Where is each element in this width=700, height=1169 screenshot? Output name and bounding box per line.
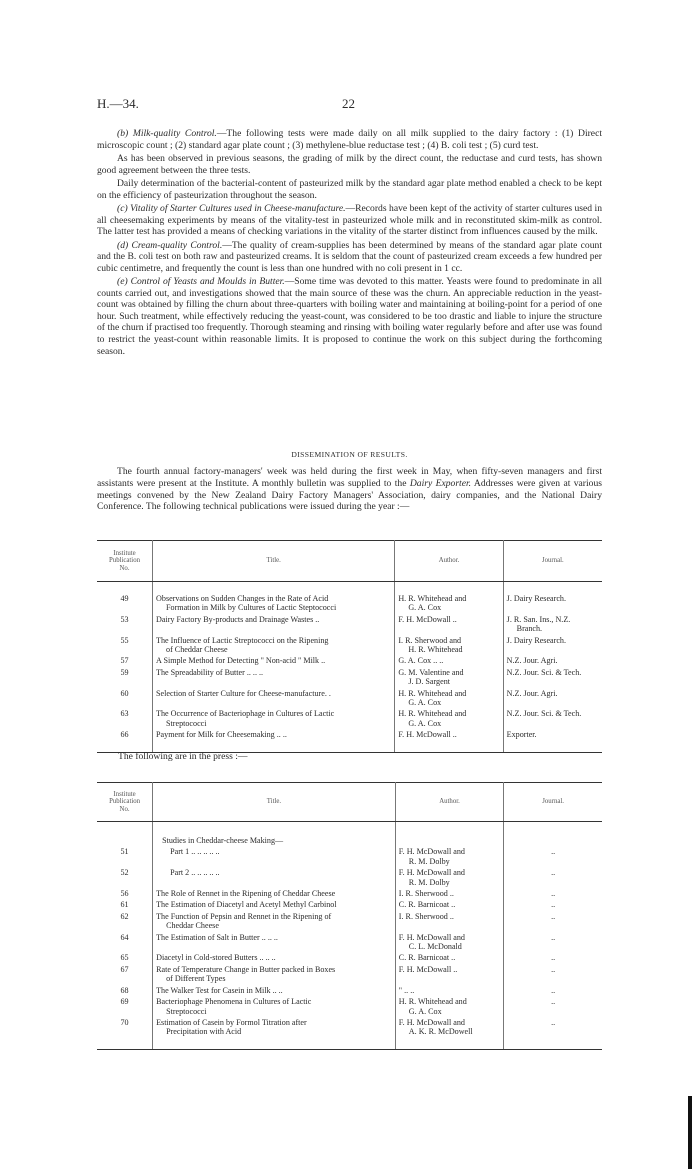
page-number: 22 (342, 96, 355, 111)
publication-title: Diacetyl in Cold-stored Butters .. .. .. (156, 953, 276, 963)
publication-title-continued: of Different Types (166, 974, 226, 984)
publication-journal: N.Z. Jour. Sci. & Tech. (506, 667, 582, 677)
publication-title: Observations on Sudden Changes in the Rate of Acid (156, 594, 329, 603)
publication-number: 68 (120, 985, 129, 995)
paragraph-text: Daily determination of the bacterial-content of pasteurized milk by the standard agar plate method enabled a check to be kept on the efficiency of pasteurization throughout the season. (97, 177, 602, 201)
publication-number: 49 (120, 594, 129, 603)
publication-title-continued: Cheddar Cheese (166, 921, 219, 931)
publication-number: 63 (120, 709, 129, 719)
table-row (97, 847, 602, 868)
paragraph-grading (97, 153, 602, 176)
publication-author-continued: H. R. Whitehead (408, 645, 463, 655)
publication-author-continued: G. A. Cox (408, 603, 442, 613)
scan-edge-mark (688, 1096, 692, 1169)
publication-journal: .. (551, 911, 556, 921)
publication-journal: N.Z. Jour. Agri. (506, 688, 558, 698)
paragraph-text: —The following tests were made daily on all milk supplied to the dairy factory : (1) Direct microscopic count ; (2) standard agar plate count ; (3) methylene-blue reductase test ; (4) B. coli test ; (5) curd test. (97, 128, 602, 151)
publication-title-continued: Streptococci (166, 718, 207, 728)
table-row (97, 900, 602, 911)
paragraph-cream-quality (97, 240, 602, 275)
publication-title: Part 1 .. .. .. .. .. (170, 847, 220, 857)
publication-author: G. A. Cox .. .. (398, 656, 444, 666)
column-header-number: Institute Publication No. (97, 783, 153, 822)
table-header-row (97, 541, 602, 582)
table-row (97, 1018, 602, 1049)
publication-author: H. R. Whitehead and (398, 709, 467, 719)
publication-author: F. H. McDowall and (398, 868, 465, 878)
in-press-table (97, 782, 602, 1050)
publication-title-continued: Precipitation with Acid (166, 1027, 242, 1037)
publication-author: C. R. Barnicoat .. (398, 900, 456, 910)
publication-number: 66 (120, 730, 129, 740)
publication-author-continued: R. M. Dolby (408, 877, 450, 887)
publication-title: The Function of Pepsin and Rennet in the Ripening of (156, 911, 332, 921)
publication-journal: .. (551, 932, 556, 942)
section-heading: DISSEMINATION OF RESULTS. (291, 450, 408, 459)
table-row (97, 997, 602, 1018)
publication-journal: .. (551, 997, 556, 1007)
publication-author: H. R. Whitehead and (398, 688, 467, 698)
publication-number: 51 (120, 847, 129, 857)
publication-title: Estimation of Casein by Formol Titration after (156, 1017, 307, 1027)
column-header-journal: Journal. (504, 783, 602, 822)
table-row (97, 822, 602, 848)
table-row (97, 689, 602, 710)
table-row (97, 933, 602, 954)
publication-journal: .. (551, 847, 556, 857)
publication-author-continued: A. K. R. McDowell (408, 1027, 473, 1037)
publication-journal: .. (551, 964, 556, 974)
publication-journal: .. (551, 953, 556, 963)
publication-title: Selection of Starter Culture for Cheese-manufacture. . (156, 688, 331, 698)
publication-journal: J. R. San. Ins., N.Z. (506, 614, 571, 624)
paragraph-yeasts-moulds (97, 276, 602, 357)
document-reference: H.—34. (97, 96, 139, 111)
publication-author-continued: C. L. McDonald (408, 942, 462, 952)
publication-title: The Spreadability of Butter .. .. .. (156, 667, 264, 677)
paragraph-text: As has been observed in previous seasons, the grading of milk by the direct count, the reductase and curd tests, has shown good agreement between the three tests. (97, 152, 602, 176)
table-row (97, 668, 602, 689)
publication-journal: Exporter. (506, 730, 537, 740)
publication-number: 62 (120, 911, 129, 921)
page-header (97, 96, 602, 112)
table-row (97, 730, 602, 752)
paragraph-text: —Some time was devoted to this matter. Yeasts were found to predominate in all counts carried out, and investigations showed that the main source of these was the churn. An appreciable reduction in the yeast-count was obtained by filling the churn about three-quarters with boiling water and maintaining at boiling-point for a period of one hour. Such treatment, while effectively reducing the yeast-count, was considered to be too drastic and liable to injure the structure of the churn if practised too frequently. Thorough steaming and rinsing with boiling water regularly before and after use was found to restrict the yeast-count within reasonable limits. It is proposed to continue the work on this subject during the forthcoming season. (97, 276, 602, 357)
table-row (97, 615, 602, 636)
publication-number: 59 (120, 667, 129, 677)
publication-number: 67 (120, 964, 129, 974)
table-header-row (97, 783, 602, 822)
publication-journal: .. (551, 868, 556, 878)
publication-title: Part 2 .. .. .. .. .. (170, 868, 220, 878)
publication-title: The Occurrence of Bacteriophage in Cultures of Lactic (156, 709, 335, 719)
publication-author: F. H. McDowall .. (398, 964, 458, 974)
table-row (97, 889, 602, 900)
column-header-title: Title. (153, 541, 395, 582)
intro-paragraph: The fourth annual factory-managers' week was held during the first week in May, when fifty-seven managers and first assistants were present at the Institute. A monthly bulletin was supplied to the Dairy Exporter. Addresses were given at various meetings convened by the New Zealand Dairy Factory Managers' Association, dairy companies, and the National Dairy Conference. The following technical publications were issued during the year :— (97, 466, 602, 513)
publication-title: The Estimation of Diacetyl and Acetyl Methyl Carbinol (156, 900, 337, 910)
body-text (97, 128, 602, 359)
publication-title-continued: Streptococci (166, 1006, 207, 1016)
paragraph-label: (d) Cream-quality Control. (117, 239, 223, 251)
publication-title: The Estimation of Salt in Butter .. .. .. (156, 932, 278, 942)
publication-author-continued: J. D. Sargent (408, 677, 450, 687)
column-header-number: Institute Publication No. (97, 541, 153, 582)
publication-journal: J. Dairy Research. (506, 635, 567, 645)
table-row (97, 868, 602, 889)
table-row (97, 986, 602, 997)
publication-number: 55 (120, 635, 129, 645)
paragraph-label: (c) Vitality of Starter Cultures used in Cheese-manufacture. (117, 202, 346, 214)
publication-author: F. H. McDowall and (398, 847, 465, 857)
series-heading: Studies in Cheddar-cheese Making— (162, 836, 284, 845)
publication-author-continued: G. A. Cox (408, 1006, 442, 1016)
publication-number: 70 (120, 1017, 129, 1027)
column-header-journal: Journal. (503, 541, 602, 582)
publication-author-continued: R. M. Dolby (408, 856, 450, 866)
table-row (97, 656, 602, 667)
publication-title: Payment for Milk for Cheesemaking .. .. (156, 730, 287, 740)
table-row (97, 636, 602, 657)
table-row (97, 912, 602, 933)
journal-name: Dairy Exporter. (409, 477, 472, 489)
publication-author: H. R. Whitehead and (398, 997, 467, 1007)
publication-author: F. H. McDowall .. (398, 614, 457, 624)
publication-journal: .. (551, 900, 556, 910)
publication-author-continued: G. A. Cox (408, 698, 442, 708)
publication-title: A Simple Method for Detecting " Non-acid " Milk .. (156, 656, 326, 666)
publication-title: The Walker Test for Casein in Milk .. .. (156, 985, 283, 995)
publication-journal: N.Z. Jour. Sci. & Tech. (506, 709, 582, 719)
publication-journal: .. (551, 889, 556, 899)
publication-number: 57 (120, 656, 129, 666)
publication-title: Bacteriophage Phenomena in Cultures of Lactic (156, 997, 312, 1007)
press-intro: The following are in the press :— (118, 751, 248, 762)
publication-number: 61 (120, 900, 129, 910)
table-row (97, 953, 602, 964)
publication-author: F. H. McDowall and (398, 932, 465, 942)
publication-author: G. M. Valentine and (398, 667, 464, 677)
paragraph-label: (b) Milk-quality Control. (117, 128, 217, 139)
publication-author: I. R. Sherwood and (398, 635, 462, 645)
publication-title: The Role of Rennet in the Ripening of Cheddar Cheese (156, 889, 336, 899)
publication-title-continued: of Cheddar Cheese (166, 645, 228, 655)
publication-title: The Influence of Lactic Streptococci on the Ripening (156, 635, 329, 645)
column-header-title: Title. (153, 783, 396, 822)
table-row (97, 965, 602, 986)
paragraph-pasteurization (97, 178, 602, 201)
paragraph-text: —The quality of cream-supplies has been determined by means of the standard agar plate count and the B. coli test on both raw and pasteurized creams. It is seldom that the count of pasteurized cream exceeds a few hundred per cubic centimetre, and frequently the count is less than one hundred with no coli present in 1 cc. (97, 239, 602, 274)
paragraph-text: —Records have been kept of the activity of starter cultures used in all cheesemaking experiments by means of the vitality-test in pasteurized whole milk and in reconstituted skim-milk as control. The latter test has provided a means of checking variations in the vitality of the starter distinct from influences caused by the milk. (97, 202, 603, 238)
publication-journal-continued: Branch. (516, 624, 543, 634)
publication-journal: .. (551, 985, 556, 995)
publication-title: Dairy Factory By-products and Drainage Wastes .. (156, 614, 320, 624)
paragraph-starter-vitality (97, 203, 602, 238)
publication-number: 56 (120, 889, 129, 899)
publication-author: F. H. McDowall and (398, 1017, 465, 1027)
publication-author: H. R. Whitehead and (398, 594, 467, 603)
table-row (97, 582, 602, 615)
column-header-author: Author. (395, 541, 503, 582)
publication-number: 64 (120, 932, 129, 942)
column-header-author: Author. (395, 783, 503, 822)
publication-number: 65 (120, 953, 129, 963)
paragraph-milk-quality (97, 128, 602, 151)
publication-journal: .. (551, 1017, 556, 1027)
publication-author: F. H. McDowall .. (398, 730, 457, 740)
paragraph-label: (e) Control of Yeasts and Moulds in Butter. (117, 276, 285, 288)
publication-number: 53 (120, 614, 129, 624)
publication-journal: J. Dairy Research. (506, 594, 567, 603)
publication-author: C. R. Barnicoat .. (398, 953, 456, 963)
publication-author-continued: G. A. Cox (408, 718, 442, 728)
intro-text (97, 466, 602, 513)
table-row (97, 709, 602, 730)
publication-title-continued: Formation in Milk by Cultures of Lactic Steptococci (166, 603, 337, 613)
publication-number: 69 (120, 997, 129, 1007)
publications-table (97, 540, 602, 753)
publication-title: Rate of Temperature Change in Butter packed in Boxes (156, 964, 336, 974)
publication-journal: N.Z. Jour. Agri. (506, 656, 558, 666)
publication-number: 52 (120, 868, 129, 878)
publication-author: I. R. Sherwood .. (398, 889, 454, 899)
publication-number: 60 (120, 688, 129, 698)
publication-author: " .. .. (398, 985, 415, 995)
publication-author: I. R. Sherwood .. (398, 911, 454, 921)
